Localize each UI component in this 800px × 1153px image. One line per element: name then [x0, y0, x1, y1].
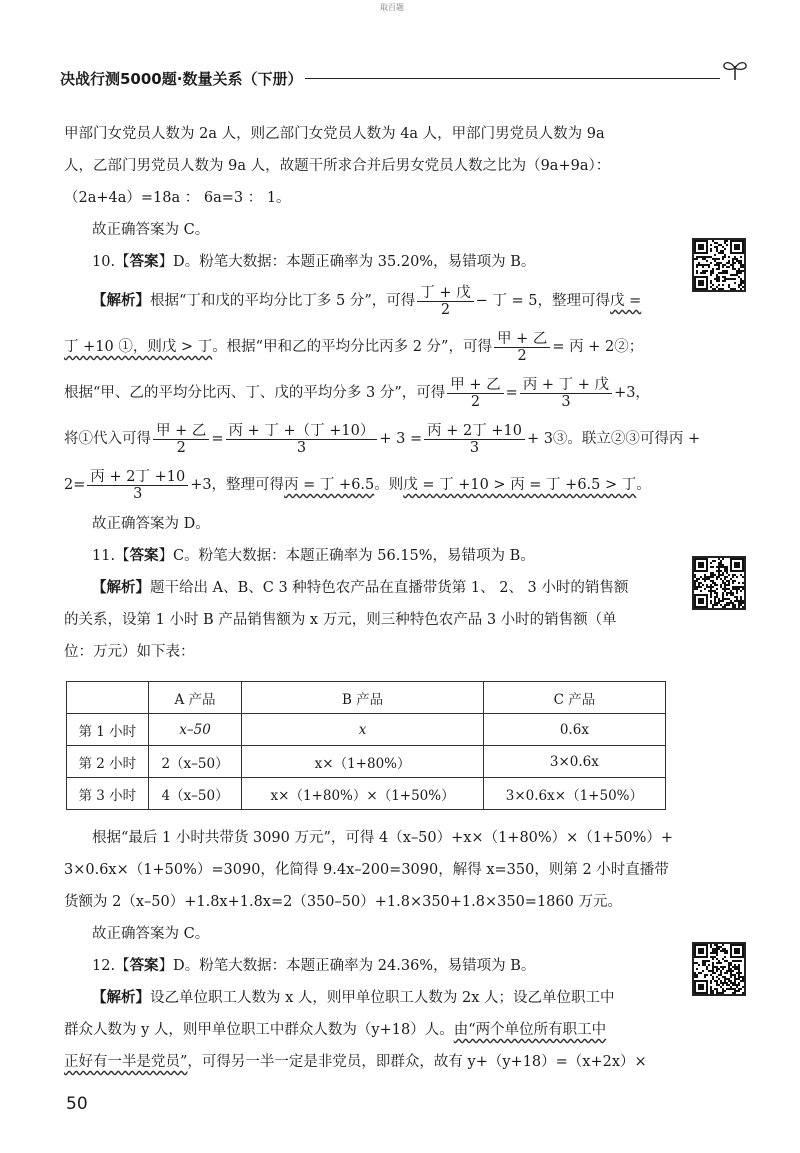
table-cell: x×（1+80%）×（1+50%）: [242, 778, 483, 810]
text-line: 正好有一半是党员”，可得另一半一定是非党员，即群众，故有 y+（y+18）=（x+2x）×: [64, 1054, 647, 1070]
q10-analysis-5: 2= $\frac{\text{丙 + 2丁 +10}}{3}$ +3，整理可得丙 = 丁 +6.5。则戊 = 丁 +10 > 丙 = 丁 +6.5 > 丁。: [64, 468, 651, 502]
q11-analysis-1: 【解析】题干给出 A、B、C 3 种特色农产品在直播带货第 1、 2、 3 小时的销售额: [92, 580, 629, 596]
table-header: A 产品: [148, 682, 242, 714]
answer-label: 答案: [129, 548, 159, 564]
analysis-label: 解析: [106, 580, 136, 596]
table-header: [67, 682, 149, 714]
text-line: 位：万元）如下表：: [64, 644, 195, 660]
fraction: $\frac{\text{丙 + 丁 +（丁 +10）}}{3}$: [226, 423, 378, 456]
text-line: 群众人数为 y 人，则甲单位职工中群众人数为（y+18）人。由“两个单位所有职工中: [64, 1022, 607, 1038]
text-line: （2a+4a）=18a ： 6a=3 ： 1。: [64, 190, 291, 206]
q10-heading: 10.【答案】D。粉笔大数据：本题正确率为 35.20%，易错项为 B。: [92, 254, 536, 270]
fraction: $\frac{\text{甲 + 乙}}{2}$: [494, 331, 550, 364]
answer-line: 故正确答案为 D。: [92, 516, 210, 532]
answer-label: 答案: [129, 254, 159, 270]
table-row: [67, 778, 666, 810]
text-line: 甲部门女党员人数为 2a 人，则乙部门女党员人数为 4a 人，甲部门男党员人数为 9a: [64, 126, 605, 142]
q12-analysis-1: 【解析】设乙单位职工人数为 x 人，则甲单位职工人数为 2x 人；设乙单位职工中: [92, 990, 615, 1006]
fraction: $\frac{\text{丁 + 戊}}{2}$: [417, 285, 473, 318]
fraction: $\frac{\text{丙 + 2丁 +10}}{3}$: [424, 423, 525, 456]
table-cell: 3×0.6x×（1+50%）: [483, 778, 665, 810]
top-mark: 取百题: [380, 3, 404, 12]
book-title: 决战行测5000题·数量关系（下册）: [60, 70, 303, 88]
q10-analysis-3: 根据“甲、乙的平均分比丙、丁、戊的平均分多 3 分”，可得 $\frac{\text{甲 + 乙}}{2}$ = $\frac{\text{丙 + 丁 + 戊}}{3}$ +3，: [64, 376, 650, 410]
table-cell: 0.6x: [483, 714, 665, 746]
text-line: 的关系，设第 1 小时 B 产品销售额为 x 万元，则三种特色农产品 3 小时的销售额（单: [64, 612, 617, 628]
table-header-row: [67, 682, 666, 714]
table-cell: x×（1+80%）: [242, 746, 483, 778]
q10-analysis-2: 丁 +10 ①，则戊 > 丁。根据“甲和乙的平均分比丙多 2 分”，可得 $\frac{\text{甲 + 乙}}{2}$ = 丙 + 2②；: [64, 330, 644, 364]
table-header: C 产品: [483, 682, 665, 714]
q10-analysis-4: 将①代入可得 $\frac{\text{甲 + 乙}}{2}$ = $\frac{\text{丙 + 丁 +（丁 +10）}}{3}$ + 3 = $\frac{\text{丙 + 2丁 +10}}{3}$ + 3③。联立②③可得丙 +: [64, 422, 701, 456]
answer-line: 故正确答案为 C。: [92, 926, 210, 942]
text-line: 3×0.6x×（1+50%）=3090，化简得 9.4x–200=3090，解得 x=350，则第 2 小时直播带: [64, 862, 669, 878]
qr-code-icon[interactable]: [692, 556, 746, 610]
table-header: B 产品: [242, 682, 483, 714]
fraction: $\frac{\text{丙 + 丁 + 戊}}{3}$: [520, 377, 612, 410]
qr-code-icon[interactable]: [692, 942, 746, 996]
table-row: [67, 714, 666, 746]
q10-analysis-1: 【解析】根据“丁和戊的平均分比丁多 5 分”，可得 $\frac{\text{丁 + 戊}}{2}$ − 丁 = 5，整理可得戊 =: [92, 284, 642, 318]
table-cell: 第 3 小时: [67, 778, 149, 810]
sprout-icon: [720, 58, 750, 82]
page-number: 50: [66, 1094, 88, 1114]
table-cell: 第 1 小时: [67, 714, 149, 746]
table-cell: 2（x–50）: [148, 746, 242, 778]
q11-heading: 11.【答案】C。粉笔大数据：本题正确率为 56.15%，易错项为 B。: [92, 548, 535, 564]
answer-label: 答案: [129, 958, 159, 974]
table-cell: x: [242, 714, 483, 746]
running-header: [60, 66, 750, 88]
fraction: $\frac{\text{甲 + 乙}}{2}$: [153, 423, 209, 456]
page-content-lower: [64, 822, 676, 1078]
table-cell: 第 2 小时: [67, 746, 149, 778]
q12-heading: 12.【答案】D。粉笔大数据：本题正确率为 24.36%，易错项为 B。: [92, 958, 536, 974]
analysis-label: 解析: [106, 990, 136, 1006]
table-cell: 3×0.6x: [483, 746, 665, 778]
fraction: $\frac{\text{丙 + 2丁 +10}}{3}$: [87, 469, 188, 502]
text-line: 根据“最后 1 小时共带货 3090 万元”，可得 4（x–50）+x×（1+80%）×（1+50%）+: [92, 830, 674, 846]
text-line: 货额为 2（x–50）+1.8x+1.8x=2（350–50）+1.8×350+1.8×350=1860 万元。: [64, 894, 622, 910]
table-cell: 4（x–50）: [148, 778, 242, 810]
fraction: $\frac{\text{甲 + 乙}}{2}$: [447, 377, 503, 410]
sales-table: [66, 681, 666, 810]
text-line: 人，乙部门男党员人数为 9a 人，故题干所求合并后男女党员人数之比为（9a+9a）：: [64, 158, 611, 174]
analysis-label: 解析: [106, 293, 136, 309]
header-rule: [305, 78, 720, 79]
table-cell: x–50: [148, 714, 242, 746]
qr-code-icon[interactable]: [692, 238, 746, 292]
answer-line: 故正确答案为 C。: [92, 222, 210, 238]
table-row: [67, 746, 666, 778]
page-content: [64, 118, 701, 668]
